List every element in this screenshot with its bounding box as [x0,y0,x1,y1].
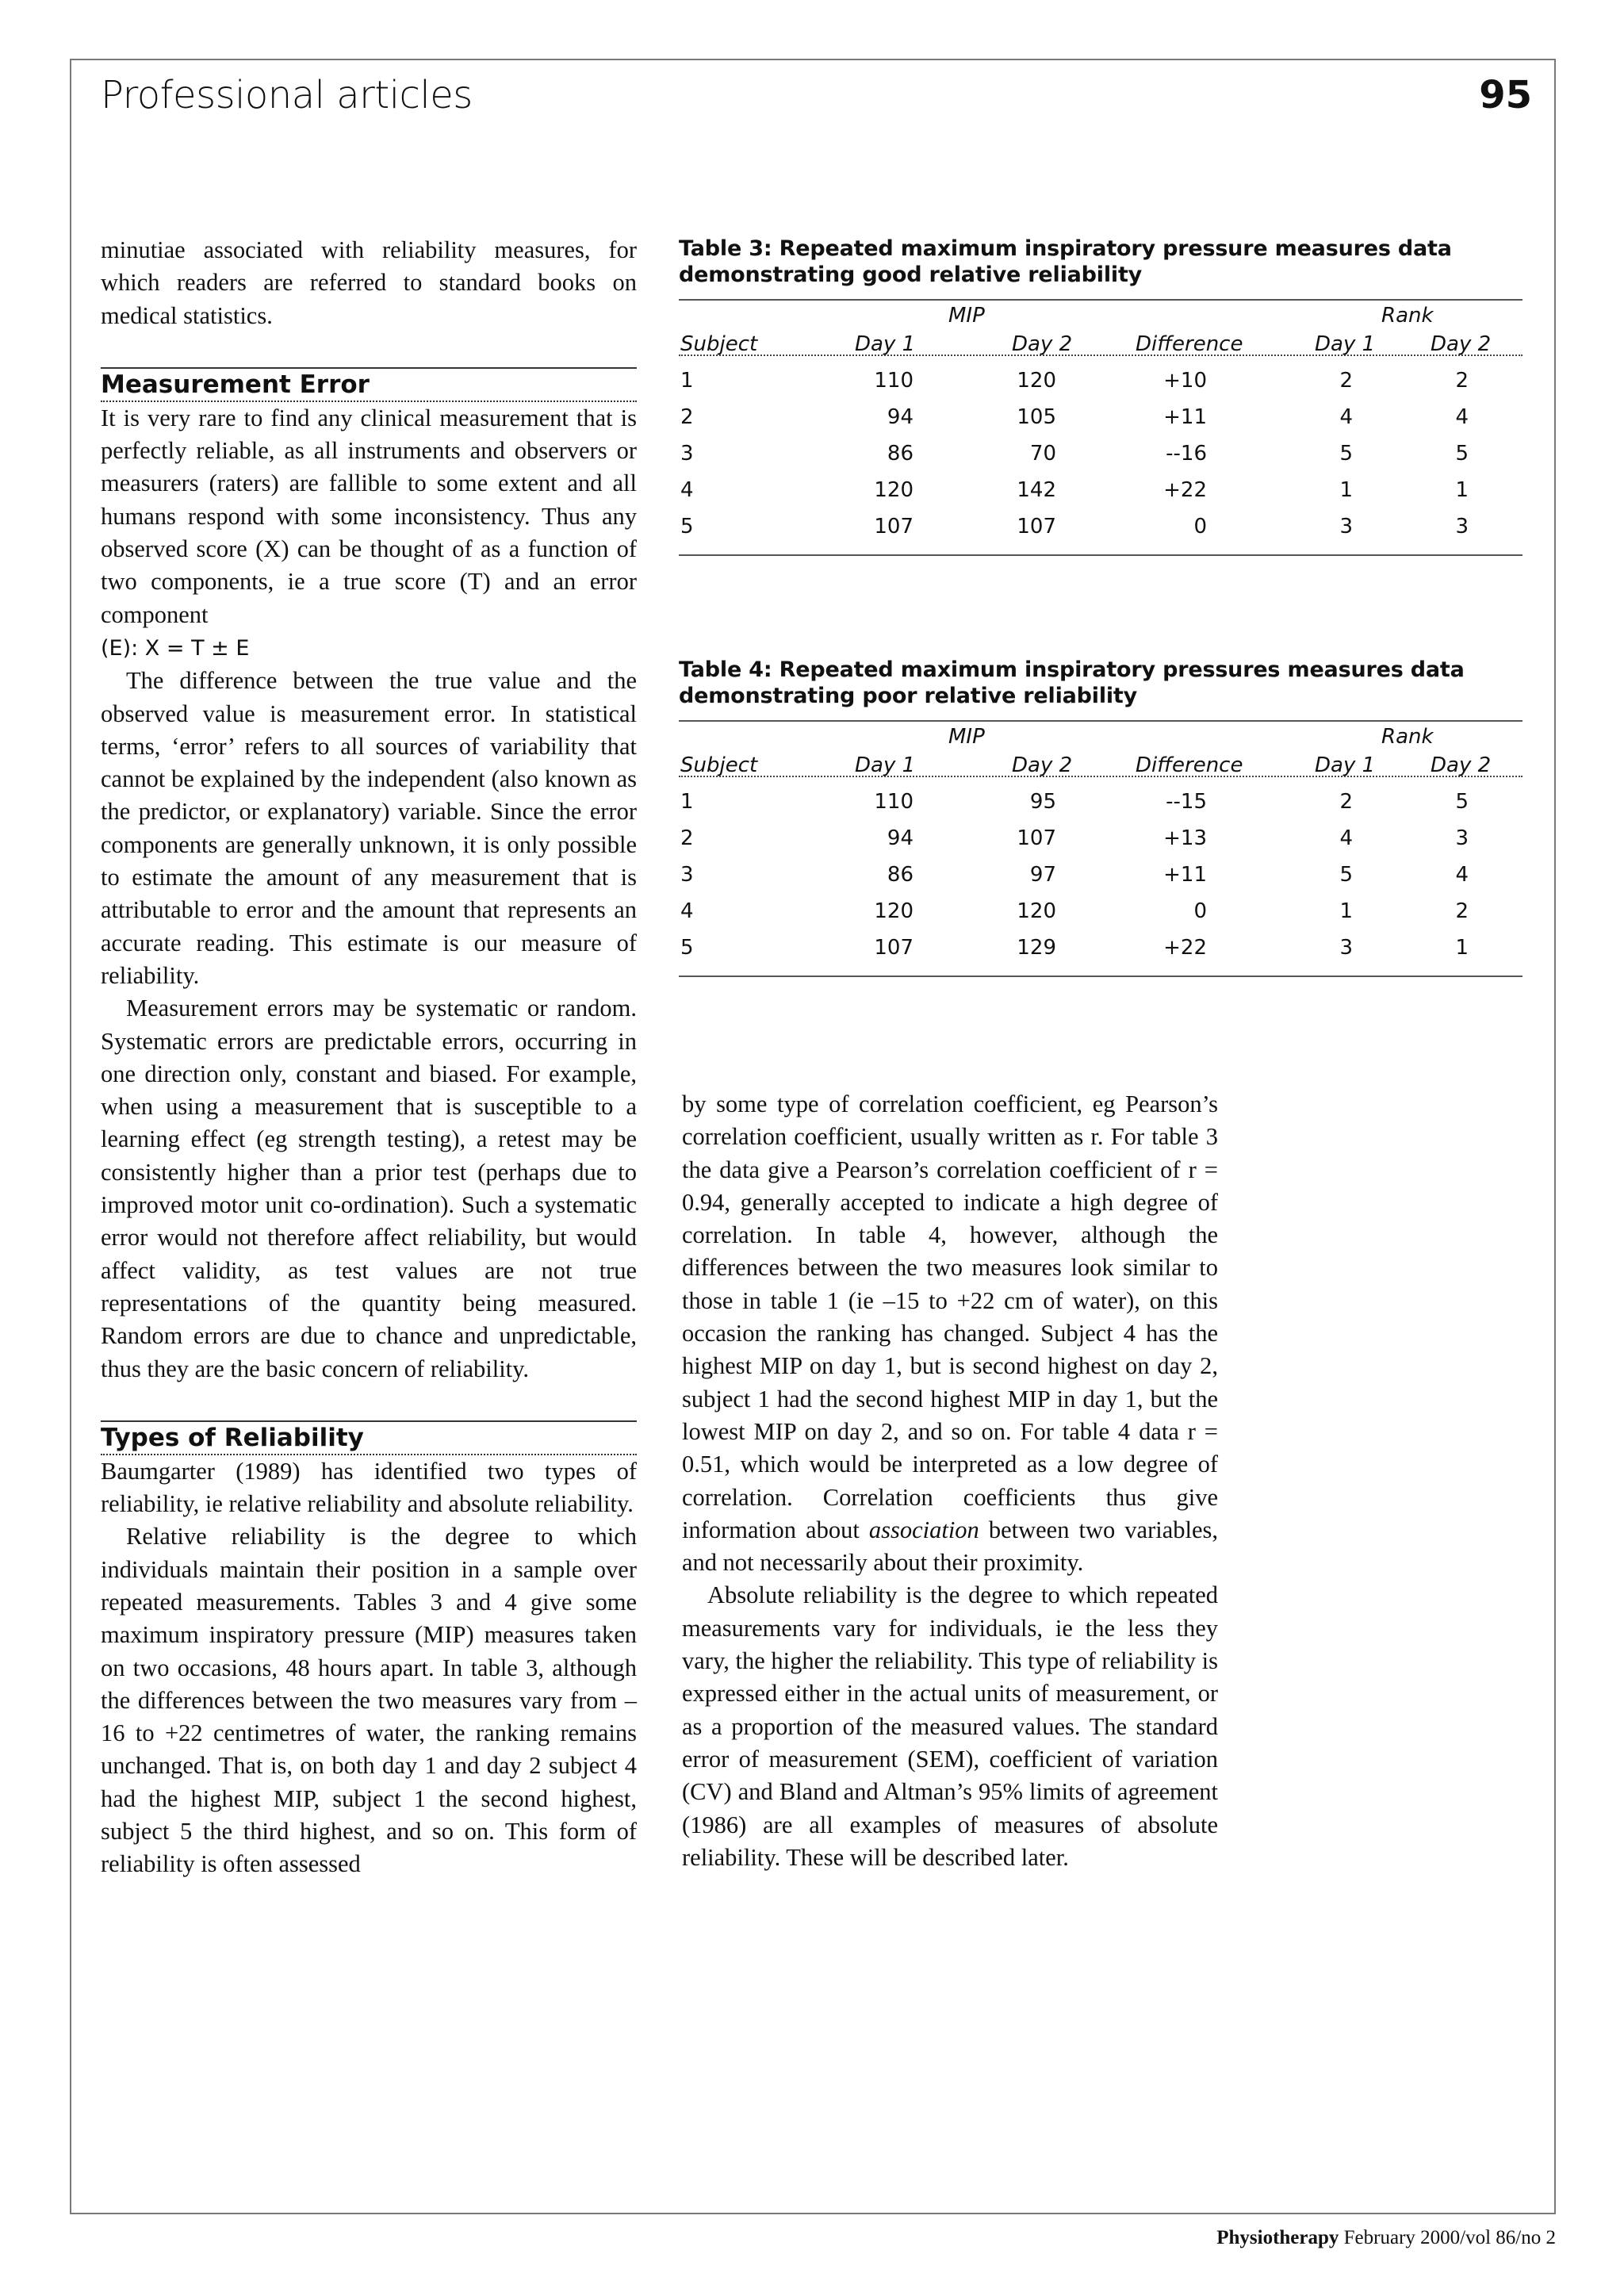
table-4-cell-subject: 1 [680,790,694,814]
table-4 [679,657,1522,977]
table-4-row [679,820,1522,857]
table-3-cell-mip-day2: 105 [1017,405,1056,429]
table-3-header-rank-day2: Day 2 [1431,332,1492,356]
table-4-cell-subject: 3 [680,863,694,887]
measurement-error-formula: (E): X = T ± E [101,635,250,661]
table-4-cell-mip-day2: 97 [1029,863,1056,887]
table-3-header-difference: Difference [1136,332,1243,356]
table-3-cell-subject: 3 [680,442,694,466]
measurement-error-p2: The difference between the true value and the observed value is measurement error. In statistical terms, ‘error’ refers to all sources of variability that cannot be explained by the independent (also known as the predictor, or explanatory) variable. Since the error components are generally unknown, it is only possible to estimate the amount of any measurement that is attributable to error and the amount that represents an accurate reading. This estimate is our measure of reliability. [101,667,637,989]
table-4-cell-rank-day2: 2 [1455,899,1469,923]
table-3-header-mip-day1: Day 1 [855,332,916,356]
table-3-cell-difference: +22 [1163,478,1207,502]
table-3-cell-mip-day1: 120 [874,478,914,502]
table-3-cell-rank-day1: 5 [1339,442,1353,466]
table-3-row [679,472,1522,508]
table-4-cell-mip-day1: 94 [887,826,914,850]
table-3-caption: Table 3: Repeated maximum inspiratory pressure measures data demonstrating good relative reliability [679,236,1452,287]
types-of-reliability-p2: Relative reliability is the degree to which individuals maintain their position in a sample over repeated measurements. Tables 3 and 4 give some maximum inspiratory pressure (MIP) measures taken on two occasions, 48 hours apart. In table 3, although the differences between the two measures vary from –16 to +22 centimetres of water, the ranking remains unchanged. That is, on both day 1 and day 2 subject 4 had the highest MIP, subject 1 the second highest, subject 5 the third highest, and so on. This form of reliability is often assessed [101,1523,637,1878]
table-3-cell-rank-day1: 3 [1339,515,1353,539]
measurement-error-p3: Measurement errors may be systematic or random. Systematic errors are predictable errors, occurring in one direction only, constant and biased. For example, when using a measurement that is susceptible to a learning effect (eg strength testing), a retest may be consistently higher than a prior test (perhaps due to improved motor unit co-ordination). Such a systematic error would not therefore affect reliability, but would affect validity, as test values are not true representations of the quantity being measured. Random errors are due to chance and unpredictable, thus they are the basic concern of reliability. [101,995,637,1382]
table-4-cell-difference: +22 [1163,936,1207,960]
table-3-cell-difference: --16 [1166,442,1207,466]
right-column-p1-before: by some type of correlation coefficient, eg Pearson’s correlation coefficient, usually written as r. For table 3 the data give a Pearson’s correlation coefficient of r = 0.94, generally accepted to indicate a high degree of correlation. In table 4, however, although the differences between the two measures look similar to those in table 1 (ie –15 to +22 cm of water), on this occasion the ranking has changed. Subject 4 has the highest MIP on day 1, but is second highest on day 2, subject 1 had the second highest MIP in day 1, but the lowest MIP on day 2, and so on. For table 4 data r = 0.51, which would be interpreted as a low degree of correlation. Correlation coefficients thus give information about [682,1091,1218,1543]
table-3-row [679,435,1522,472]
table-4-cell-mip-day1: 110 [874,790,914,814]
table-3-cell-mip-day1: 110 [874,369,914,393]
types-of-reliability-p1: Baumgarter (1989) has identified two types of reliability, ie relative reliability and absolute reliability. [101,1457,637,1518]
table-4-caption: Table 4: Repeated maximum inspiratory pressures measures data demonstrating poor relative reliability [679,657,1465,708]
table-4-header-mip-day2: Day 2 [1012,753,1073,777]
table-4-cell-subject: 2 [680,826,694,850]
table-4-cell-mip-day1: 86 [887,863,914,887]
table-3-cell-rank-day2: 4 [1455,405,1469,429]
table-3-header-rank-day1: Day 1 [1315,332,1376,356]
table-4-cell-rank-day1: 4 [1339,826,1353,850]
types-of-reliability-heading: Types of Reliability [101,1420,637,1455]
journal-name: Physiotherapy [1216,2227,1339,2248]
table-3-cell-rank-day2: 1 [1455,478,1469,502]
table-4-cell-rank-day2: 5 [1455,790,1469,814]
table-4-bottom-rule [679,976,1522,977]
table-3-row [679,399,1522,435]
table-3-cell-difference: +11 [1163,405,1207,429]
table-3 [679,236,1522,556]
table-3-group-row [679,301,1522,329]
table-3-header-row [679,329,1522,356]
table-3-cell-difference: 0 [1193,515,1207,539]
table-4-row [679,893,1522,930]
section-title: Professional articles [101,73,473,117]
table-4-header-rank-day2: Day 2 [1431,753,1492,777]
table-4-row [679,857,1522,893]
table-4-cell-mip-day2: 120 [1017,899,1056,923]
table-4-body [679,784,1522,966]
right-column-p1-after: between two variables, and not necessarily about their proximity. [682,1516,1219,1577]
table-4-group-row [679,722,1522,750]
table-4-cell-difference: +13 [1163,826,1207,850]
table-4-cell-rank-day1: 3 [1339,936,1353,960]
table-3-cell-difference: +10 [1163,369,1207,393]
table-3-cell-subject: 4 [680,478,694,502]
table-4-cell-difference: --15 [1166,790,1207,814]
table-4-cell-rank-day2: 4 [1455,863,1469,887]
measurement-error-p1 [101,402,637,665]
table-3-bottom-rule [679,554,1522,556]
table-3-cell-subject: 2 [680,405,694,429]
table-4-cell-rank-day2: 3 [1455,826,1469,850]
table-3-group-mip: MIP [948,304,985,328]
table-4-header-difference: Difference [1136,753,1243,777]
journal-footer [1216,2227,1556,2249]
right-column-p2: Absolute reliability is the degree to which repeated measurements vary for individuals, ie the less they vary, the higher the reliability. This type of reliability is expressed either in the actual units of measurement, or as a proportion of the measured values. The standard error of measurement (SEM), coefficient of variation (CV) and Bland and Altman’s 95% limits of agreement (1986) are all examples of measures of absolute reliability. These will be described later. [682,1581,1218,1871]
table-3-group-rank: Rank [1381,304,1434,328]
table-3-cell-mip-day2: 107 [1017,515,1056,539]
table-3-cell-mip-day2: 70 [1029,442,1056,466]
table-3-cell-mip-day2: 120 [1017,369,1056,393]
table-4-row [679,784,1522,820]
journal-issue: February 2000/vol 86/no 2 [1343,2227,1556,2248]
table-4-cell-rank-day2: 1 [1455,936,1469,960]
table-3-row [679,362,1522,399]
table-3-header-subject: Subject [680,332,758,356]
table-4-header-subject: Subject [680,753,758,777]
table-4-cell-difference: 0 [1193,899,1207,923]
page-number: 95 [1479,73,1532,117]
table-3-cell-rank-day2: 2 [1455,369,1469,393]
table-3-row [679,508,1522,545]
table-3-cell-rank-day2: 5 [1455,442,1469,466]
table-3-cell-rank-day1: 1 [1339,478,1353,502]
table-4-header-rank-day1: Day 1 [1315,753,1376,777]
table-3-cell-rank-day1: 4 [1339,405,1353,429]
table-3-cell-subject: 1 [680,369,694,393]
table-4-cell-rank-day1: 1 [1339,899,1353,923]
table-3-body [679,362,1522,545]
table-3-cell-mip-day1: 94 [887,405,914,429]
table-3-header-mip-day2: Day 2 [1012,332,1073,356]
table-4-cell-mip-day2: 107 [1017,826,1056,850]
table-3-cell-mip-day1: 107 [874,515,914,539]
table-3-cell-rank-day1: 2 [1339,369,1353,393]
table-4-cell-rank-day1: 5 [1339,863,1353,887]
table-4-cell-mip-day1: 120 [874,899,914,923]
table-4-cell-mip-day1: 107 [874,936,914,960]
table-4-cell-mip-day2: 129 [1017,936,1056,960]
table-3-cell-subject: 5 [680,515,694,539]
table-4-header-mip-day1: Day 1 [855,753,916,777]
table-3-cell-rank-day2: 3 [1455,515,1469,539]
measurement-error-p1-text: It is very rare to find any clinical measurement that is perfectly reliable, as all instruments and observers or measurers (raters) are fallible to some extent and all humans respond with some inconsistency. Thus any observed score (X) can be thought of as a function of two components, ie a true score (T) and an error component [101,404,637,628]
right-column [682,1088,1218,1874]
intro-paragraph: minutiae associated with reliability measures, for which readers are referred to standard books on medical statistics. [101,236,637,329]
measurement-error-heading: Measurement Error [101,367,637,402]
table-4-header-row [679,750,1522,777]
table-4-cell-mip-day2: 95 [1029,790,1056,814]
table-4-group-mip: MIP [948,725,985,749]
left-column [101,234,637,1881]
table-3-cell-mip-day2: 142 [1017,478,1056,502]
table-4-row [679,930,1522,966]
table-4-cell-subject: 5 [680,936,694,960]
table-4-cell-difference: +11 [1163,863,1207,887]
table-4-cell-subject: 4 [680,899,694,923]
table-4-cell-rank-day1: 2 [1339,790,1353,814]
right-column-p1-emphasis: association [868,1516,979,1543]
table-4-group-rank: Rank [1381,725,1434,749]
right-column-p1 [682,1088,1218,1579]
table-3-cell-mip-day1: 86 [887,442,914,466]
